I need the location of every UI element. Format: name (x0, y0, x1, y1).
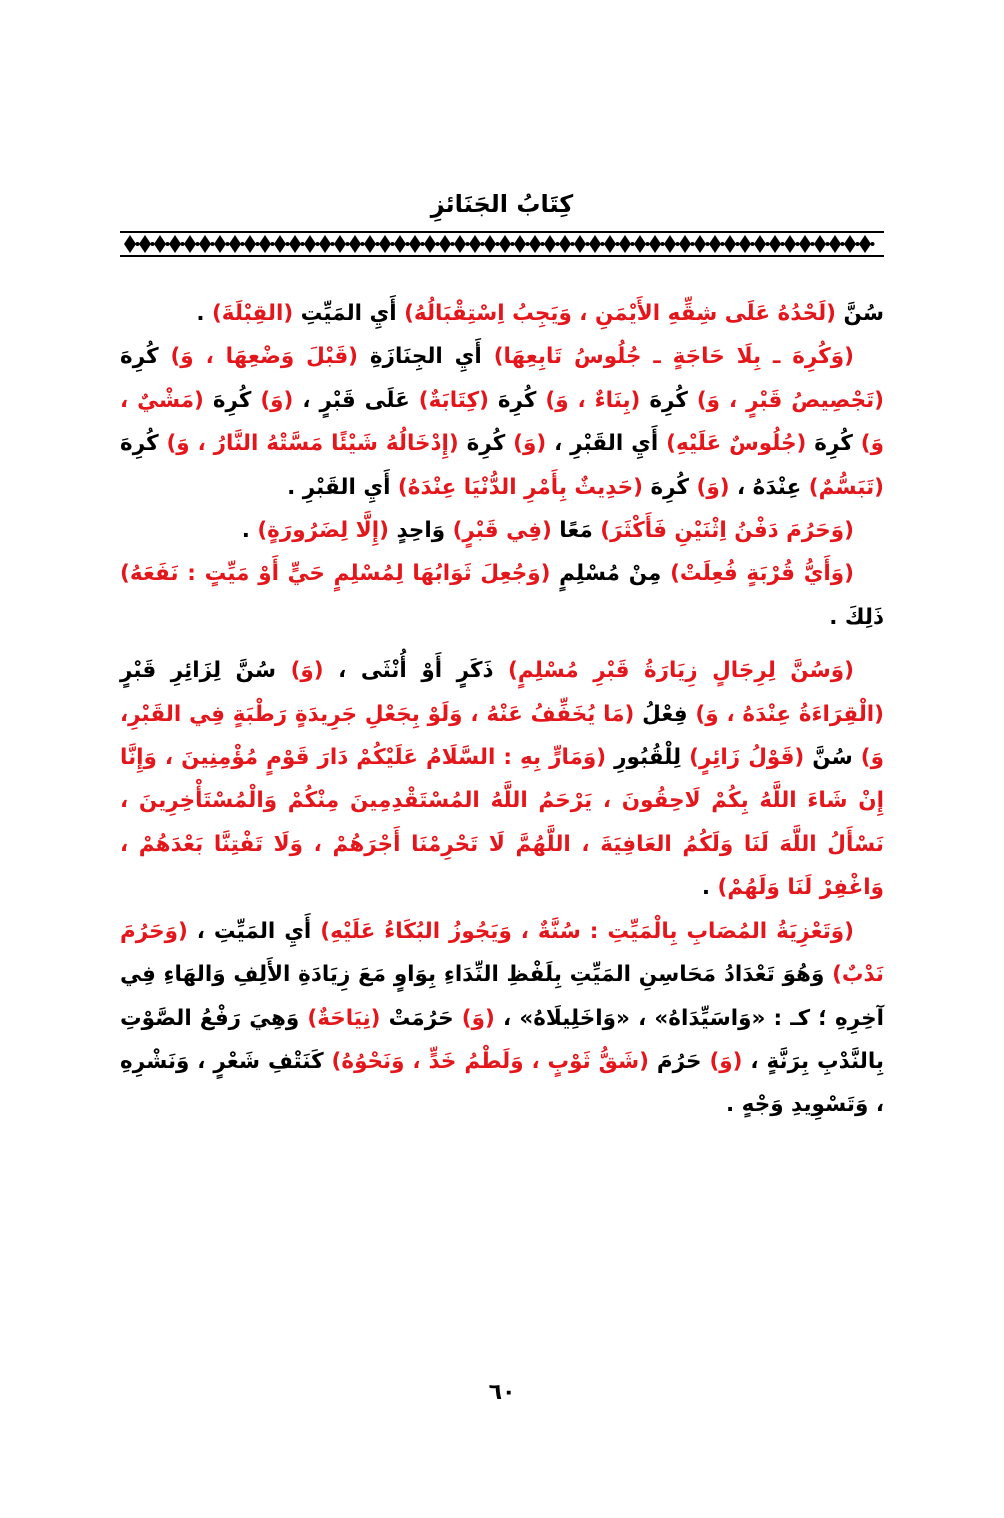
matn-text: (وَأَيُّ قُرْبَةٍ فُعِلَتْ) (670, 561, 854, 587)
matn-text: (لَحْدُهُ عَلَى شِقِّهِ الأَيْمَنِ ، وَيَجِبُ اِسْتِقْبَالُهُ) (404, 301, 837, 326)
sharh-text: ذَلِكَ . (829, 604, 884, 630)
sharh-text: كُرِهَ (640, 387, 697, 413)
sharh-text: عَلَى قَبْرٍ ، (293, 387, 419, 413)
sharh-text: أَيِ القَبْرِ ، (546, 431, 667, 457)
matn-text: (وَ) (696, 474, 730, 500)
sharh-text: ذَكَرٍ أَوْ أُنْثَى ، (323, 658, 509, 684)
paragraph (120, 292, 884, 335)
paragraph (120, 335, 884, 509)
matn-text: (وَتَعْزِيَةُ المُصَابِ بِالْمَيِّتِ : سُنَّةٌ ، وَيَجُوزُ البُكَاءُ عَلَيْهِ) (320, 918, 854, 944)
matn-text: (القِبْلَةَ) (211, 301, 294, 326)
sharh-text: . (196, 301, 212, 326)
sharh-text: كُرِهَ (642, 474, 697, 500)
sharh-text: أَيِ الجِنَازَةِ (358, 344, 494, 370)
paragraph (120, 552, 884, 639)
sharh-text: كُرِهَ (806, 431, 861, 457)
matn-text: (مَا يُخَفِّفُ عَنْهُ ، وَلَوْ بِجَعْلِ جَرِيدَةٍ رَطْبَةٍ فِي القَبْرِ، وَ) (120, 701, 884, 771)
page-title: كِتَابُ الجَنَائزِ (430, 190, 574, 218)
page-number: ٦٠ (488, 1380, 516, 1405)
sharh-text: حَرُمَتْ (380, 1005, 462, 1031)
sharh-text: سُنَّ لِزَائِرِ قَبْرٍ (120, 658, 291, 684)
matn-text: (جُلُوسٌ عَلَيْهِ) (666, 431, 807, 457)
paragraph (120, 649, 884, 909)
matn-text: (شَقُّ ثَوْبٍ ، وَلَطْمُ خَدٍّ ، وَنَحْوُهُ) (331, 1048, 649, 1074)
sharh-text: سُنَّ (836, 301, 884, 326)
sharh-text: وَهِيَ رَفْعُ الصَّوْتِ بِالنَّدْبِ بِرَنَّةٍ ، (120, 1005, 884, 1074)
sharh-text: كُرِهَ (120, 344, 171, 370)
sharh-text: . (241, 518, 258, 544)
sharh-text: سُنَّ (804, 745, 861, 771)
sharh-text: أَيِ القَبْرِ . (287, 474, 398, 500)
matn-text: (تَبَسُّمٌ) (808, 474, 884, 500)
matn-text: (فِي قَبْرٍ) (452, 518, 552, 544)
sharh-text: وَهُوَ تَعْدَادُ مَحَاسِنِ المَيِّتِ بِلَفْظِ النِّدَاءِ بِوَاوٍ مَعَ زِيَادَةِ الأَلِفِ وَالهَاءِ فِي آخِرِهِ ؛ كـ : «وَاسَيِّدَاهُ» ، «وَاخَلِيلَاهُ» ، (120, 962, 884, 1031)
matn-text: (الْقِرَاءَةُ عِنْدَهُ ، وَ) (695, 701, 885, 727)
matn-text: (وَ) (513, 431, 547, 457)
sharh-text: مَعًا (551, 518, 601, 544)
text-body (120, 292, 884, 1127)
paragraph (120, 509, 884, 552)
sharh-text: . (701, 875, 718, 901)
matn-text: (وَ) (260, 387, 294, 413)
sharh-text: كُرِهَ (458, 431, 514, 457)
matn-text: (وَكُرِهَ ـ بِلَا حَاجَةٍ ـ جُلُوسُ تَابِعِهَا) (493, 344, 854, 370)
sharh-text: كُرِهَ (203, 387, 261, 413)
matn-text: (كِتَابَةٌ) (418, 387, 489, 413)
matn-text: (مَشْيٌ ، وَ) (120, 387, 884, 457)
paragraph (120, 910, 884, 1127)
matn-text: (قَوْلُ زَائِرٍ) (689, 745, 805, 771)
matn-text: (وَ) (290, 658, 324, 684)
matn-text: (وَجُعِلَ ثَوَابُهَا لِمُسْلِمٍ حَيٍّ أَوْ مَيِّتٍ : نَفَعَهُ) (120, 561, 551, 587)
matn-text: (إِلَّا لِضَرُورَةٍ) (257, 518, 389, 544)
sharh-text: مِنْ مُسْلِمٍ (550, 561, 671, 587)
sharh-text: عِنْدَهُ ، (729, 474, 809, 500)
sharh-text: لِلْقُبُورِ (606, 745, 690, 771)
floral-border-ornament-icon (120, 230, 884, 258)
matn-text: (بِنَاءٌ ، وَ) (545, 387, 641, 413)
sharh-text: كُرِهَ (120, 431, 167, 457)
matn-text: (قَبْلَ وَضْعِهَا ، وَ) (170, 344, 358, 370)
sharh-text: كَنَتْفِ شَعْرٍ ، وَنَشْرِهِ ، وَتَسْوِيدِ وَجْهٍ . (120, 1048, 884, 1118)
sharh-text: أَيِ المَيِّتِ ، (187, 918, 321, 944)
sharh-text: حَرُمَ (648, 1048, 710, 1074)
matn-text: (وَسُنَّ لِرِجَالٍ زِيَارَةُ قَبْرِ مُسْلِمٍ) (508, 658, 854, 684)
matn-text: (حَدِيثٌ بِأَمْرِ الدُّنْيَا عِنْدَهُ) (397, 474, 643, 500)
matn-text: (وَحَرُمَ دَفْنُ اِثْنَيْنِ فَأَكْثَرَ) (600, 518, 854, 544)
matn-text: (وَ) (461, 1005, 495, 1031)
sharh-text: أَيِ المَيِّتِ (293, 301, 405, 326)
matn-text: (تَجْصِيصُ قَبْرٍ ، وَ) (696, 387, 884, 413)
matn-text: (وَمَارٍّ بِهِ : السَّلَامُ عَلَيْكُمْ دَارَ قَوْمٍ مُؤْمِنِينَ ، وَإِنَّا إِنْ شَاءَ اللَّهُ بِكُمْ لَاحِقُونَ ، يَرْحَمُ اللَّهُ المُسْتَقْدِمِينَ مِنْكُمْ وَالْمُسْتَأْخِرِينَ ، نَسْأَلُ اللَّهَ لَنَا وَلَكُمُ العَافِيَةَ ، اللَّهُمَّ لَا تَحْرِمْنَا أَجْرَهُمْ ، وَلَا تَفْتِنَّا بَعْدَهُمْ ، وَاغْفِرْ لَنَا وَلَهُمْ) (120, 745, 884, 901)
sharh-text: فِعْلُ (634, 701, 696, 727)
sharh-text: وَاحِدٍ (388, 518, 453, 544)
matn-text: (نِيَاحَةٌ) (307, 1005, 381, 1031)
sharh-text: كُرِهَ (488, 387, 546, 413)
matn-text: (إِدْخَالُهُ شَيْئًا مَسَّتْهُ النَّارُ ، وَ) (166, 431, 459, 457)
matn-text: (وَحَرُمَ نَدْبٌ) (120, 918, 884, 988)
matn-text: (وَ) (709, 1048, 743, 1074)
